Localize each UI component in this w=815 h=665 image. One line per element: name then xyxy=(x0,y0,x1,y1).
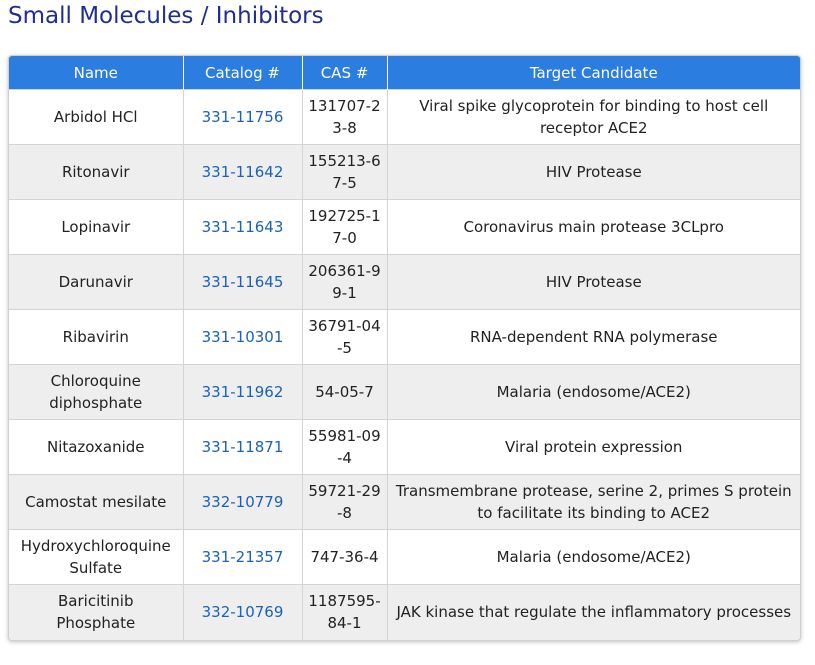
table-body xyxy=(9,90,800,640)
table-row xyxy=(9,255,800,310)
target-candidate-cell: HIV Protease xyxy=(387,145,800,200)
compound-name-cell: Lopinavir xyxy=(9,200,183,255)
compound-name-cell: Camostat mesilate xyxy=(9,475,183,530)
catalog-cell xyxy=(183,255,302,310)
catalog-link[interactable]: 331-21357 xyxy=(201,548,284,566)
target-candidate-cell: Viral spike glycoprotein for binding to host cell receptor ACE2 xyxy=(387,90,800,145)
compound-name-cell: Baricitinib Phosphate xyxy=(9,585,183,640)
target-candidate-cell: Viral protein expression xyxy=(387,420,800,475)
column-header-name: Name xyxy=(9,56,183,90)
compound-name-cell: Hydroxychloroquine Sulfate xyxy=(9,530,183,585)
table-row xyxy=(9,585,800,640)
catalog-cell xyxy=(183,420,302,475)
catalog-link[interactable]: 331-11645 xyxy=(201,273,284,291)
table-row xyxy=(9,530,800,585)
catalog-link[interactable]: 331-11756 xyxy=(201,108,284,126)
catalog-cell xyxy=(183,90,302,145)
cas-number-cell: 36791-04-5 xyxy=(302,310,387,365)
compound-name-cell: Ritonavir xyxy=(9,145,183,200)
compound-name-cell: Arbidol HCl xyxy=(9,90,183,145)
column-header-target: Target Candidate xyxy=(387,56,800,90)
table-row xyxy=(9,200,800,255)
catalog-cell xyxy=(183,365,302,420)
catalog-link[interactable]: 331-10301 xyxy=(201,328,284,346)
compound-name-cell: Ribavirin xyxy=(9,310,183,365)
page-title: Small Molecules / Inhibitors xyxy=(8,3,324,29)
cas-number-cell: 155213-67-5 xyxy=(302,145,387,200)
target-candidate-cell: Malaria (endosome/ACE2) xyxy=(387,530,800,585)
compound-name-cell: Darunavir xyxy=(9,255,183,310)
table-row xyxy=(9,475,800,530)
catalog-link[interactable]: 331-11871 xyxy=(201,438,284,456)
header-row xyxy=(9,56,800,90)
catalog-cell xyxy=(183,145,302,200)
target-candidate-cell: Transmembrane protease, serine 2, primes S protein to facilitate its binding to ACE2 xyxy=(387,475,800,530)
catalog-link[interactable]: 332-10779 xyxy=(201,493,284,511)
table-row xyxy=(9,365,800,420)
target-candidate-cell: HIV Protease xyxy=(387,255,800,310)
table-row xyxy=(9,145,800,200)
cas-number-cell: 1187595-84-1 xyxy=(302,585,387,640)
cas-number-cell: 131707-23-8 xyxy=(302,90,387,145)
catalog-cell xyxy=(183,310,302,365)
cas-number-cell: 192725-17-0 xyxy=(302,200,387,255)
cas-number-cell: 59721-29-8 xyxy=(302,475,387,530)
target-candidate-cell: JAK kinase that regulate the inflammatory processes xyxy=(387,585,800,640)
catalog-link[interactable]: 331-11643 xyxy=(201,218,284,236)
compound-name-cell: Nitazoxanide xyxy=(9,420,183,475)
catalog-cell xyxy=(183,585,302,640)
table-row xyxy=(9,310,800,365)
column-header-cas: CAS # xyxy=(302,56,387,90)
inhibitors-table xyxy=(9,56,800,640)
catalog-cell xyxy=(183,530,302,585)
table-header xyxy=(9,56,800,90)
cas-number-cell: 54-05-7 xyxy=(302,365,387,420)
table-row xyxy=(9,420,800,475)
catalog-link[interactable]: 332-10769 xyxy=(201,603,284,622)
column-header-catalog: Catalog # xyxy=(183,56,302,90)
cas-number-cell: 55981-09-4 xyxy=(302,420,387,475)
table-row xyxy=(9,90,800,145)
inhibitors-table-container xyxy=(8,55,801,641)
catalog-link[interactable]: 331-11642 xyxy=(201,163,284,181)
target-candidate-cell: RNA-dependent RNA polymerase xyxy=(387,310,800,365)
target-candidate-cell: Malaria (endosome/ACE2) xyxy=(387,365,800,420)
catalog-link[interactable]: 331-11962 xyxy=(201,383,284,401)
catalog-cell xyxy=(183,200,302,255)
compound-name-cell: Chloroquine diphosphate xyxy=(9,365,183,420)
catalog-cell xyxy=(183,475,302,530)
cas-number-cell: 206361-99-1 xyxy=(302,255,387,310)
cas-number-cell: 747-36-4 xyxy=(302,530,387,585)
target-candidate-cell: Coronavirus main protease 3CLpro xyxy=(387,200,800,255)
